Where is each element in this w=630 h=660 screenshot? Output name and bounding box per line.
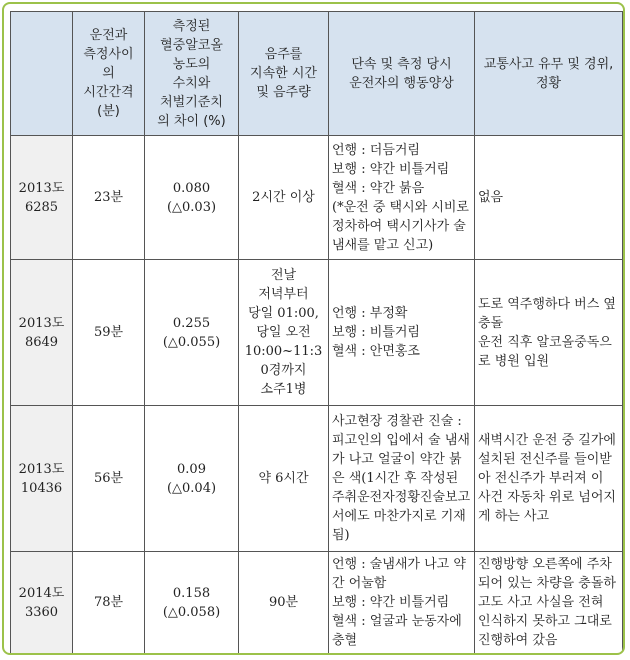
accident-cell: 없음 xyxy=(475,136,623,260)
drinking-cell: 약 6시간 xyxy=(239,406,329,552)
case-number: 2013도 8649 xyxy=(11,260,73,406)
interval-cell: 78분 xyxy=(73,552,145,654)
header-accident: 교통사고 유무 및 경위, 정황 xyxy=(475,12,623,136)
drinking-cell: 90분 xyxy=(239,552,329,654)
behavior-cell: 언행 : 술냄새가 나고 약간 어눌함 보행 : 약간 비틀거림 혈색 : 얼굴과 눈동자에 충혈 xyxy=(329,552,475,654)
header-behavior: 단속 및 측정 당시 운전자의 행동양상 xyxy=(329,12,475,136)
header-interval: 운전과 측정사이 의 시간간격 (분) xyxy=(73,12,145,136)
bac-cell: 0.158 (△0.058) xyxy=(145,552,239,654)
case-number: 2013도 10436 xyxy=(11,406,73,552)
header-row xyxy=(11,12,623,136)
bac-cell: 0.09 (△0.04) xyxy=(145,406,239,552)
accident-cell: 진행방향 오른쪽에 주차되어 있는 차량을 충돌하고도 사고 사실을 전혀 인식하지 못하고 그대로 진행하여 갔음 xyxy=(475,552,623,654)
table-row xyxy=(11,552,623,654)
accident-cell: 새벽시간 운전 중 길가에 설치된 전신주를 들이받아 전신주가 부러져 이 사건 자동차 위로 넘어지게 하는 사고 xyxy=(475,406,623,552)
table-row xyxy=(11,260,623,406)
interval-cell: 23분 xyxy=(73,136,145,260)
table-frame xyxy=(2,2,625,655)
header-bac: 측정된 혈중알코올 농도의 수치와 처벌기준치 의 차이 (%) xyxy=(145,12,239,136)
accident-cell: 도로 역주행하다 버스 옆 충돌 운전 직후 알코올중독으로 병원 입원 xyxy=(475,260,623,406)
bac-cell: 0.080 (△0.03) xyxy=(145,136,239,260)
drinking-cell: 2시간 이상 xyxy=(239,136,329,260)
header-case xyxy=(11,12,73,136)
behavior-cell: 언행 : 더듬거림 보행 : 약간 비틀거림 혈색 : 약간 붉음 (*운전 중 택시와 시비로 정차하여 택시기사가 술냄새를 맡고 신고) xyxy=(329,136,475,260)
drinking-cell: 전날 저녁부터 당일 01:00, 당일 오전 10:00~11:3 0경까지 소주1병 xyxy=(239,260,329,406)
dui-case-table xyxy=(10,11,623,654)
interval-cell: 56분 xyxy=(73,406,145,552)
case-number: 2014도 3360 xyxy=(11,552,73,654)
behavior-cell: 사고현장 경찰관 진술 : 피고인의 입에서 술 냄새가 나고 얼굴이 약간 붉은 색(1시간 후 작성된 주취운전자정황진술보고서에도 마찬가지로 기재됨) xyxy=(329,406,475,552)
behavior-cell: 언행 : 부정확 보행 : 비틀거림 혈색 : 안면홍조 xyxy=(329,260,475,406)
table-row xyxy=(11,136,623,260)
case-number: 2013도 6285 xyxy=(11,136,73,260)
header-drinking: 음주를 지속한 시간 및 음주량 xyxy=(239,12,329,136)
bac-cell: 0.255 (△0.055) xyxy=(145,260,239,406)
interval-cell: 59분 xyxy=(73,260,145,406)
table-row xyxy=(11,406,623,552)
